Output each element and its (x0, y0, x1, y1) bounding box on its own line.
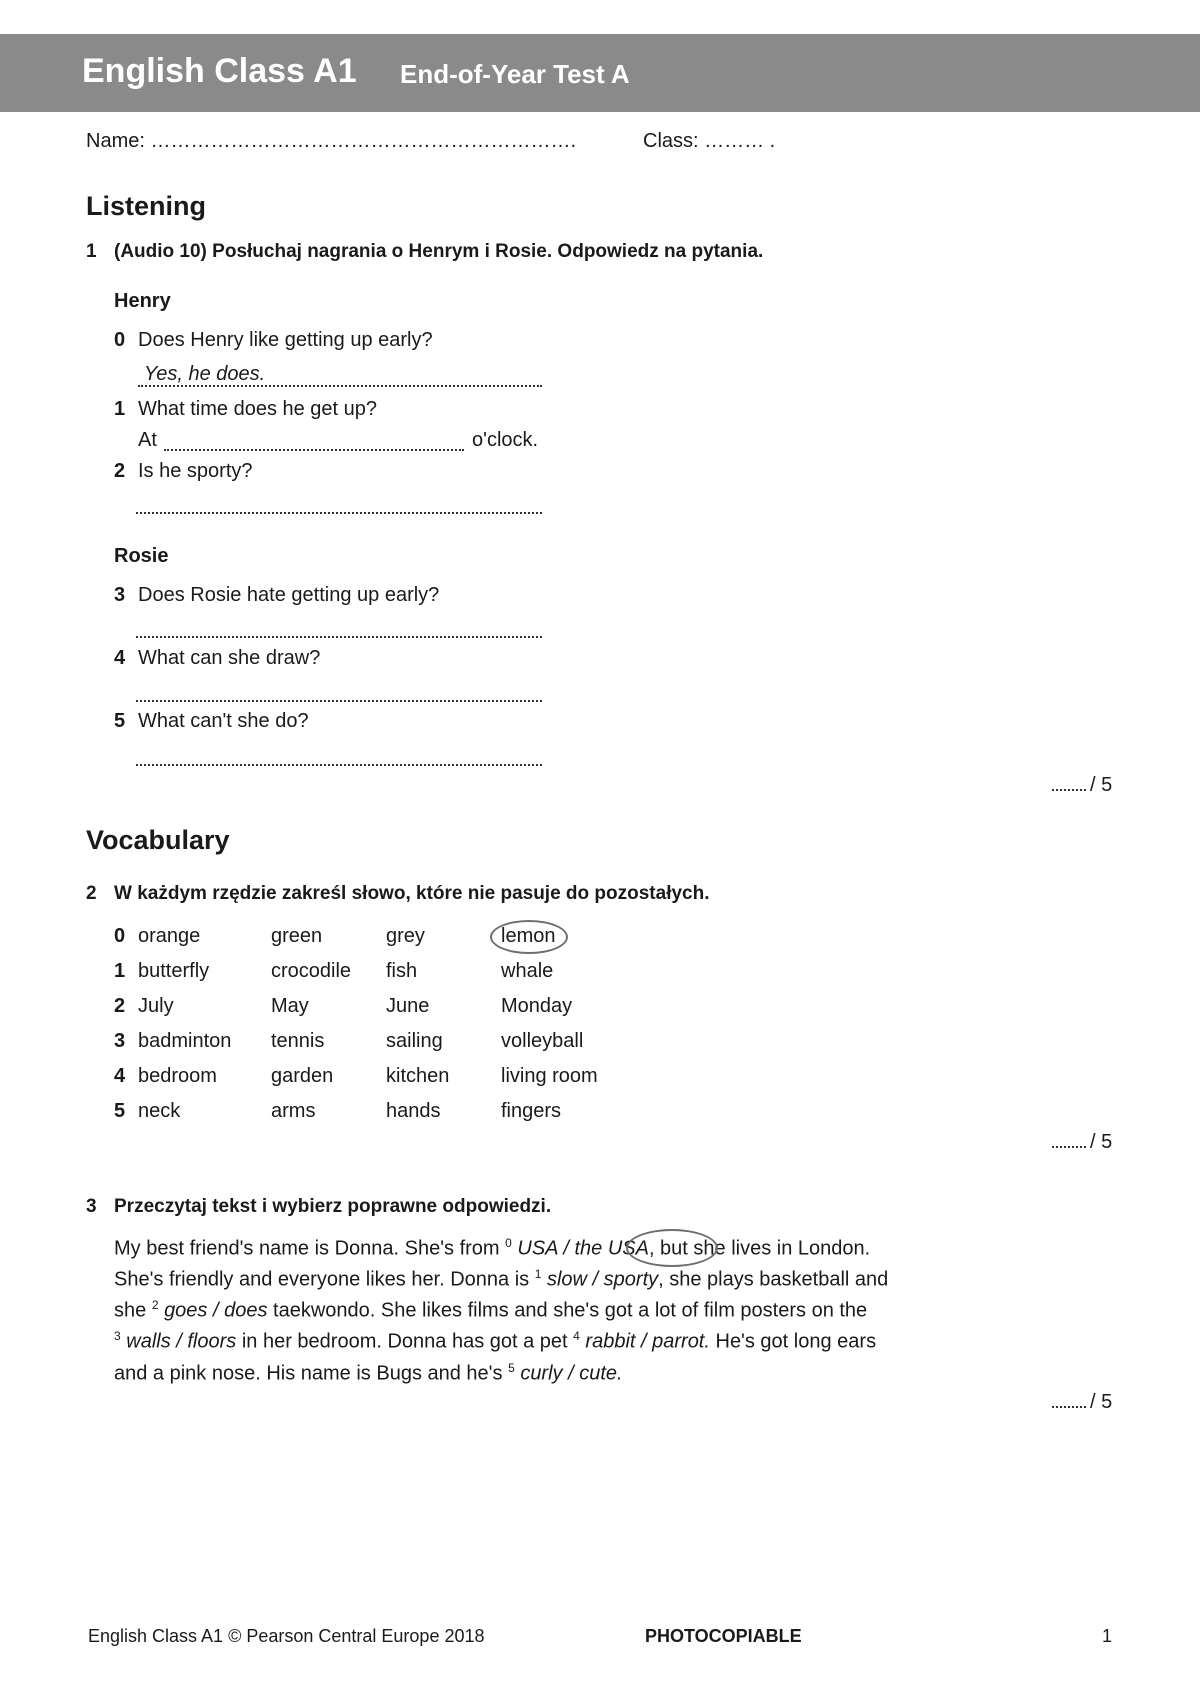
option-3[interactable]: walls / floors (126, 1330, 237, 1353)
score-blank[interactable] (1052, 775, 1086, 791)
word[interactable]: badminton (138, 1030, 232, 1052)
score-blank[interactable] (1052, 1392, 1086, 1408)
answer-line-4[interactable] (136, 700, 542, 702)
word[interactable]: bedroom (138, 1065, 217, 1087)
answer-circle (490, 920, 568, 954)
word[interactable]: arms (271, 1100, 316, 1122)
word[interactable]: June (386, 995, 430, 1017)
question-text: Is he sporty? (138, 460, 253, 482)
question-number: 5 (114, 710, 126, 732)
listening-score: / 5 (1052, 774, 1112, 797)
question-text: What can't she do? (138, 710, 309, 732)
reading-instruction: Przeczytaj tekst i wybierz poprawne odpowiedzi. (114, 1196, 552, 1217)
reading-line-3: she $^2$ goes / does taekwondo. She likes films and she's got a lot of film posters on the (114, 1298, 868, 1322)
question-number: 2 (114, 460, 126, 482)
option-4[interactable]: rabbit / parrot. (585, 1330, 710, 1353)
answer-line-5[interactable] (136, 764, 542, 766)
footer-page-number: 1 (1102, 1626, 1113, 1646)
option-2[interactable]: goes / does (164, 1299, 268, 1322)
question-number: 3 (114, 584, 126, 606)
example-answer: Yes, he does. (144, 363, 266, 385)
question-number: 1 (114, 398, 126, 420)
word[interactable]: fingers (501, 1100, 562, 1122)
word[interactable]: volleyball (501, 1030, 584, 1052)
word[interactable]: hands (386, 1100, 441, 1122)
answer-line-1[interactable] (164, 449, 464, 451)
word[interactable]: whale (501, 960, 554, 982)
reading-score: / 5 (1052, 1391, 1112, 1414)
vocabulary-task-number: 2 (86, 883, 97, 904)
vocabulary-score: / 5 (1052, 1131, 1112, 1154)
word[interactable]: neck (138, 1100, 181, 1122)
listening-task-number: 1 (86, 241, 97, 262)
word[interactable]: butterfly (138, 960, 210, 982)
name-field: Name: ………………………………………………………. (86, 130, 577, 152)
listening-instruction: (Audio 10) Posłuchaj nagrania o Henrym i Rosie. Odpowiedz na pytania. (114, 241, 764, 262)
word[interactable]: July (138, 995, 174, 1017)
word[interactable]: living room (501, 1065, 598, 1087)
header-subtitle: End-of-Year Test A (400, 59, 630, 89)
question-1 (114, 398, 377, 421)
question-2 (114, 460, 253, 483)
header-title: English Class A1 (82, 52, 357, 90)
answer-line-2[interactable] (136, 512, 542, 514)
word[interactable]: lemon (501, 925, 556, 947)
question-4 (114, 647, 320, 670)
reading-task-number: 3 (86, 1196, 97, 1217)
word[interactable]: tennis (271, 1030, 325, 1052)
reading-line-1: My best friend's name is Donna. She's from $^0$ USA / the USA, but she lives in London. (114, 1236, 871, 1260)
option-the-usa[interactable]: the USA (574, 1237, 649, 1260)
word[interactable]: kitchen (386, 1065, 450, 1087)
vocabulary-instruction: W każdym rzędzie zakreśl słowo, które nie pasuje do pozostałych. (114, 883, 710, 904)
word[interactable]: garden (271, 1065, 334, 1087)
vocabulary-title: Vocabulary (86, 825, 230, 855)
word[interactable]: Monday (501, 995, 573, 1017)
word[interactable]: fish (386, 960, 418, 982)
rosie-heading: Rosie (114, 545, 169, 567)
question-5 (114, 710, 309, 733)
question-number: 0 (114, 329, 126, 351)
option-5[interactable]: curly / cute. (520, 1362, 623, 1385)
question-text: What time does he get up? (138, 398, 378, 420)
answer-line-0 (138, 385, 542, 387)
reading-line-4: $^3$ walls / floors in her bedroom. Donna has got a pet $^4$ rabbit / parrot. He's got long ears (114, 1329, 877, 1353)
word[interactable]: orange (138, 925, 201, 947)
question-text: Does Rosie hate getting up early? (138, 584, 440, 606)
footer-copyright: English Class A1 © Pearson Central Europe 2018 (88, 1626, 485, 1646)
answer-circle (626, 1229, 718, 1267)
reading-line-5: and a pink nose. His name is Bugs and he's $^5$ curly / cute. (114, 1361, 623, 1385)
score-blank[interactable] (1052, 1132, 1086, 1148)
word[interactable]: crocodile (271, 960, 352, 982)
henry-heading: Henry (114, 290, 171, 312)
option-1[interactable]: slow / sporty (546, 1268, 659, 1291)
question-text: Does Henry like getting up early? (138, 329, 433, 351)
word[interactable]: May (271, 995, 309, 1017)
answer-line-3[interactable] (136, 636, 542, 638)
word[interactable]: green (271, 925, 323, 947)
question-number: 4 (114, 647, 126, 669)
word[interactable]: sailing (386, 1030, 443, 1052)
question-text: What can she draw? (138, 647, 321, 669)
question-1-prefix: At (138, 429, 157, 451)
question-0 (114, 329, 433, 352)
class-field: Class: ……… . (643, 130, 776, 152)
reading-line-2: She's friendly and everyone likes her. Donna is $^1$ slow / sporty, she plays basketball and (114, 1267, 889, 1291)
question-3 (114, 584, 439, 607)
footer-photocopiable: PHOTOCOPIABLE (645, 1626, 802, 1646)
question-1-suffix: o'clock. (472, 429, 539, 451)
option-usa[interactable]: USA (517, 1237, 558, 1260)
listening-title: Listening (86, 191, 206, 221)
word[interactable]: grey (386, 925, 425, 947)
